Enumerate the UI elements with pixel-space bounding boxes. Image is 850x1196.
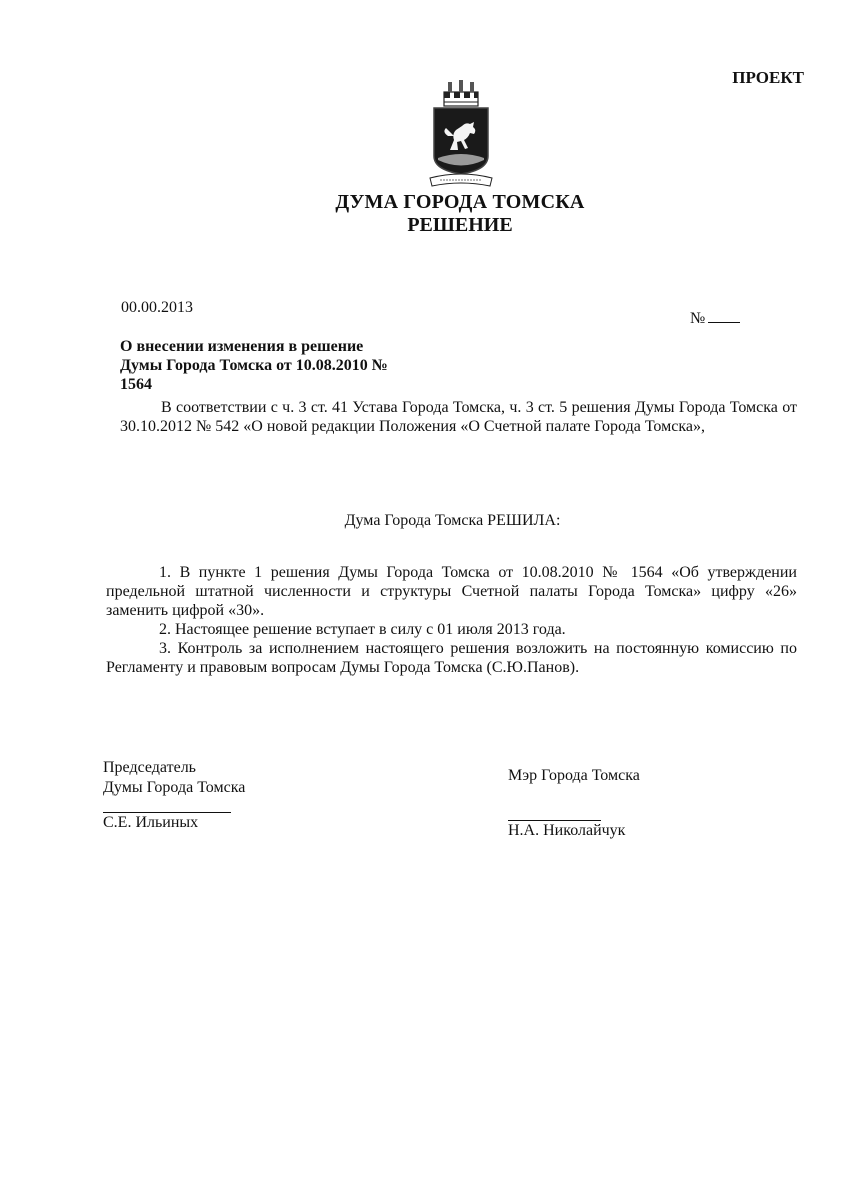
subject-line: О внесении изменения в решение: [120, 338, 364, 355]
chairman-title: Председатель: [103, 759, 196, 776]
mayor-title: Мэр Города Томска: [508, 767, 640, 784]
decision-subject: [120, 337, 420, 394]
chairman-organization: Думы Города Томска: [103, 779, 246, 796]
decision-item: 3. Контроль за исполнением настоящего решения возложить на постоянную комиссию по Регламенту и правовым вопросам Думы Города Томска (С.Ю.Панов).: [106, 640, 797, 676]
document-type: РЕШЕНИЕ: [407, 214, 513, 236]
chairman-name: С.Е. Ильиных: [103, 814, 199, 831]
preamble-paragraph: В соответствии с ч. 3 ст. 41 Устава Города Томска, ч. 3 ст. 5 решения Думы Города Томска от 30.10.2012 № 542 «О новой редакции Положения «О Счетной палате Города Томска»,: [120, 399, 797, 435]
document-date: 00.00.2013: [121, 299, 193, 316]
city-coat-of-arms-icon: [428, 78, 494, 190]
document-number: [690, 308, 740, 328]
crown-icon: [444, 80, 478, 106]
draft-stamp: ПРОЕКТ: [732, 68, 804, 87]
mayor-name: Н.А. Николайчук: [508, 822, 626, 839]
mayor-signature-block: [508, 766, 788, 841]
signature-line: [508, 806, 601, 821]
decision-item: 1. В пункте 1 решения Думы Города Томска от 10.08.2010 № 1564 «Об утверждении предельной штатной численности и структуры Счетной палаты Города Томска» цифру «26» заменить цифрой «30».: [106, 564, 797, 619]
subject-line: 1564: [120, 376, 152, 393]
organization-title: ДУМА ГОРОДА ТОМСКА: [335, 191, 585, 213]
decision-items: [106, 563, 797, 677]
number-blank: [708, 308, 740, 323]
decision-item: 2. Настоящее решение вступает в силу с 01 июля 2013 года.: [159, 621, 566, 638]
subject-line: Думы Города Томска от 10.08.2010 №: [120, 357, 388, 374]
signature-line: [103, 798, 231, 813]
chairman-signature-block: [103, 758, 363, 833]
decided-heading: Дума Города Томска РЕШИЛА:: [344, 512, 561, 529]
number-label: №: [690, 310, 706, 327]
